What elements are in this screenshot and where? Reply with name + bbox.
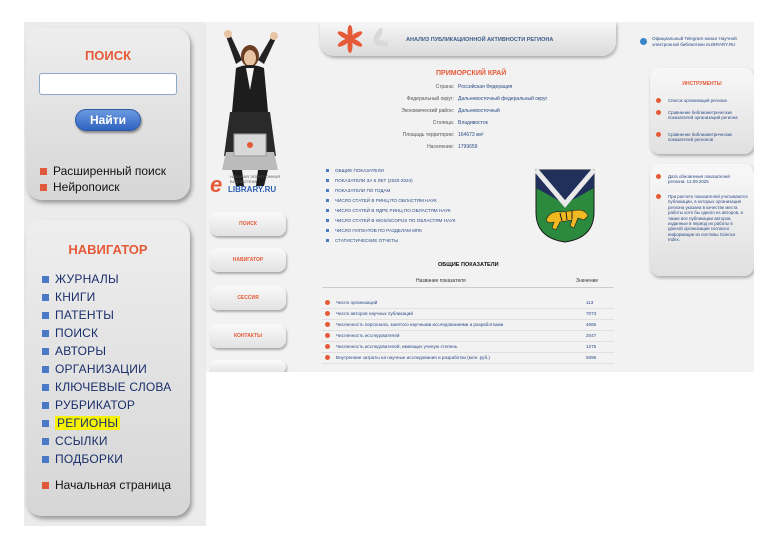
advanced-search-link[interactable] [40,164,166,178]
info-label: Площадь территории: [402,132,454,138]
tool-label: Сравнение библиометрических показателей организаций региона [668,110,738,121]
nav-bullet-icon [42,294,49,301]
info-label: Население: [427,144,454,150]
elibrary-tagline: НАУЧНАЯ ЭЛЕКТРОННАЯ БИБЛИОТЕКА [230,174,280,184]
info-icon [656,174,661,179]
info-label: Федеральный округ: [406,96,454,102]
link-5-year-indicators[interactable] [326,178,413,183]
link-patents[interactable] [326,228,422,233]
menu-search-button[interactable]: ПОИСК [210,212,286,236]
column-header-value: Значение [576,278,599,284]
nav-item-patents[interactable] [42,308,114,322]
nav-item-links[interactable] [42,434,108,448]
search-title: ПОИСК [84,48,132,63]
info-icon [656,194,661,199]
row-value: 1275 [586,344,597,349]
telegram-text: Официальный Telegram-канал Научной электронной библиотеки eLIBRARY.RU [652,36,737,47]
nav-item-label: КЛЮЧЕВЫЕ СЛОВА [55,380,172,394]
row-name: Внутренние затраты на научные исследования и разработки (млн. руб.) [336,355,490,360]
neuro-search-link[interactable] [40,180,120,194]
link-label: ПОКАЗАТЕЛИ ЗА 5 ЛЕТ (2020-2024) [335,178,413,183]
nav-item-search[interactable] [42,326,98,340]
nav-item-collections[interactable] [42,452,123,466]
bullet-icon [40,168,47,175]
info-value: 164673 км² [458,132,484,138]
bullet-icon [326,229,329,232]
nav-item-label: ПОДБОРКИ [55,452,124,466]
menu-session-button[interactable]: СЕССИЯ [210,286,286,310]
home-page-link[interactable] [42,478,171,492]
nav-item-label: ПОИСК [55,326,99,340]
nav-item-label: РЕГИОНЫ [57,416,119,430]
bullet-icon [326,209,329,212]
region-name: ПРИМОРСКИЙ КРАЙ [436,70,507,77]
row-value: 4666 [586,322,597,327]
page-title: АНАЛИЗ ПУБЛИКАЦИОННОЙ АКТИВНОСТИ РЕГИОНА [406,37,554,43]
tools-title: ИНСТРУМЕНТЫ [682,81,722,87]
info-value[interactable]: Российская Федерация [458,84,513,90]
row-name: Число организаций [336,300,378,305]
info-icon[interactable] [325,300,330,305]
info-label: Экономический район: [401,108,454,114]
info-label: Столица: [432,120,454,126]
neuro-search-label: Нейропоиск [53,180,120,194]
bullet-icon [326,189,329,192]
row-name: Численность исследователей, имеющих ученую степень [336,344,458,349]
nav-item-label: ПАТЕНТЫ [55,308,115,322]
arrow-icon [656,98,661,103]
info-label: Страна: [435,84,454,90]
nav-item-label: РУБРИКАТОР [55,398,136,412]
navigator-panel [26,220,190,516]
info-value: 1799659 [458,144,478,150]
find-button[interactable]: Найти [75,109,141,131]
nav-bullet-icon [42,276,49,283]
elibrary-logo-e: e [210,172,223,197]
celebrating-woman-image [212,30,290,190]
link-wos-scopus-articles[interactable] [326,218,455,223]
link-rinc-core-articles[interactable] [326,208,451,213]
nav-item-keywords[interactable] [42,380,171,394]
row-value[interactable]: 7073 [586,311,597,316]
nav-bullet-icon [42,456,49,463]
navigator-title: НАВИГАТОР [68,242,148,257]
column-header-name: Название показателя [416,278,466,284]
bullet-icon [326,199,329,202]
link-label: СТАТИСТИЧЕСКИЕ ОТЧЕТЫ [335,238,399,243]
row-value[interactable]: 113 [586,300,594,305]
link-rinc-articles[interactable] [326,198,437,203]
bullet-icon [40,184,47,191]
arrow-icon [656,132,661,137]
search-panel [26,28,190,200]
nav-bullet-icon [42,402,49,409]
nav-item-journals[interactable] [42,272,119,286]
menu-contacts-button[interactable]: КОНТАКТЫ [210,324,286,348]
link-label: ОБЩИЕ ПОКАЗАТЕЛИ [335,168,384,173]
left-sidebar [24,22,206,526]
nav-item-label: ЖУРНАЛЫ [55,272,119,286]
region-page [206,22,754,372]
elibrary-logo-text: LIBRARY.RU [228,185,277,194]
table-row [322,320,614,331]
bullet-icon [42,482,49,489]
nav-bullet-icon [42,384,49,391]
link-label: ЧИСЛО СТАТЕЙ В РИНЦ ПО ОБЛАСТЯМ НАУК [335,198,437,203]
note-text: Дата обновления показателей региона: 12.09.2025 [668,174,730,185]
nav-item-label: ОРГАНИЗАЦИИ [55,362,147,376]
table-row [322,298,614,309]
info-icon[interactable] [325,322,330,327]
bullet-icon [326,239,329,242]
row-name: Численность персонала, занятого научными исследованиями и разработками [336,322,504,327]
nav-bullet-icon [42,348,49,355]
search-input[interactable] [39,73,177,95]
nav-bullet-icon [42,420,49,427]
note-text: При расчете показателей учитываются публикации, в которых организация региона указана в качестве места работы хотя бы одного из авторов, а также все публикации авторов, изданные в период их работы в данной организации согласно информации из системы Science Index. [668,194,748,243]
general-indicators-title: ОБЩИЕ ПОКАЗАТЕЛИ [438,262,499,268]
advanced-search-label: Расширенный поиск [53,164,166,178]
tool-label: Сравнение библиометрических показателей регионов [668,132,733,143]
link-yearly-indicators[interactable] [326,188,390,193]
row-name: Число авторов научных публикаций [336,311,413,316]
menu-navigator-button[interactable]: НАВИГАТОР [210,248,286,272]
table-row [322,309,614,320]
bullet-icon [326,179,329,182]
info-icon[interactable] [325,344,330,349]
nav-item-authors[interactable] [42,344,106,358]
table-row [322,342,614,353]
nav-item-label: ССЫЛКИ [55,434,108,448]
telegram-icon [640,38,647,45]
link-statistical-reports[interactable] [326,238,398,243]
nav-item-label: КНИГИ [55,290,96,304]
nav-item-rubricator[interactable] [42,398,135,412]
row-value: 9396 [586,355,597,360]
nav-bullet-icon [42,312,49,319]
info-icon[interactable] [325,355,330,360]
tool-label: Список организаций региона [668,98,727,103]
info-value: Владивосток [458,120,488,126]
link-label: ПОКАЗАТЕЛИ ПО ГОДАМ [335,188,391,193]
nav-bullet-icon [42,438,49,445]
table-row [322,331,614,342]
flower-decoration-icon [334,24,388,58]
info-value: Дальневосточный [458,108,500,114]
nav-item-organizations[interactable] [42,362,147,376]
tools-panel [650,68,754,154]
menu-extra-button[interactable] [210,360,286,372]
link-label: ЧИСЛО ПАТЕНТОВ ПО РАЗДЕЛАМ МПК [335,228,422,233]
home-page-label: Начальная страница [55,478,172,492]
nav-item-label: АВТОРЫ [55,344,107,358]
nav-bullet-icon [42,366,49,373]
link-label: ЧИСЛО СТАТЕЙ В WOS/SCOPUS ПО ОБЛАСТЯМ НАУК [335,218,456,223]
bullet-icon [326,219,329,222]
info-icon[interactable] [325,311,330,316]
link-general-indicators[interactable] [326,168,384,173]
notes-panel [650,164,754,276]
bullet-icon [326,169,329,172]
nav-item-regions[interactable] [42,416,120,430]
info-value[interactable]: Дальневосточный федеральный округ [458,96,548,102]
link-label: ЧИСЛО СТАТЕЙ В ЯДРЕ РИНЦ ПО ОБЛАСТЯМ НАУК [335,208,451,213]
table-header [322,274,614,288]
row-value: 2047 [586,333,597,338]
arrow-icon [656,110,661,115]
table-row [322,353,614,364]
nav-bullet-icon [42,330,49,337]
info-icon[interactable] [325,333,330,338]
row-name: Численность исследователей [336,333,400,338]
coat-of-arms-icon [534,168,596,244]
nav-item-books[interactable] [42,290,95,304]
page-header [320,22,616,56]
